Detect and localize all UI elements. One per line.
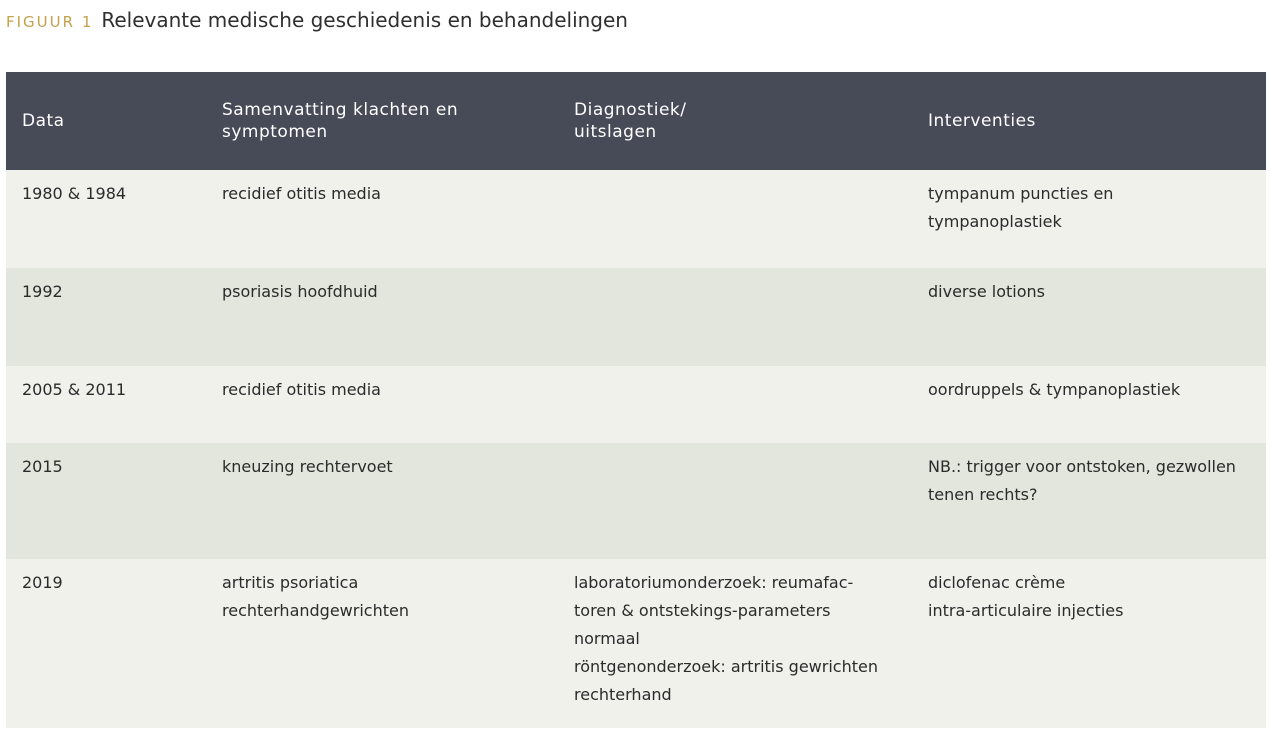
cell-interventions: diclofenac crème intra-articulaire injecties	[928, 573, 1124, 620]
cell-interventions: oordruppels & tympanoplastiek	[928, 380, 1181, 399]
cell-diagnostics: laboratoriumonderzoek: reumafac- toren & ontstekings-parameters normaal röntgenonderzoek: artritis gewrichten rechterhand	[574, 573, 878, 704]
table-row	[6, 268, 1266, 366]
table-header-row	[6, 72, 1266, 170]
cell-complaints: artritis psoriatica rechterhandgewrichten	[222, 573, 409, 620]
table-row	[6, 559, 1266, 728]
cell-complaints: recidief otitis media	[222, 380, 381, 399]
cell-interventions: tympanum puncties en tympanoplastiek	[928, 184, 1114, 231]
header-date: Data	[22, 111, 65, 131]
cell-date: 2015	[22, 457, 63, 476]
cell-date: 2019	[22, 573, 63, 592]
cell-diagnostics	[558, 170, 912, 268]
cell-date: 2005 & 2011	[22, 380, 127, 399]
header-interventions: Interventies	[928, 111, 1036, 131]
cell-complaints: psoriasis hoofdhuid	[222, 282, 378, 301]
table-row	[6, 170, 1266, 268]
figure-caption	[6, 8, 628, 42]
cell-diagnostics	[558, 268, 912, 366]
table-row	[6, 443, 1266, 559]
header-diagnostics: Diagnostiek/ uitslagen	[574, 100, 687, 142]
cell-diagnostics	[558, 366, 912, 443]
figure-title: Relevante medische geschiedenis en behandelingen	[101, 8, 628, 32]
cell-diagnostics	[558, 443, 912, 559]
cell-interventions: NB.: trigger voor ontstoken, gezwollen tenen rechts?	[928, 457, 1236, 504]
cell-date: 1980 & 1984	[22, 184, 127, 203]
table-row	[6, 366, 1266, 443]
medical-history-table	[6, 72, 1266, 728]
header-complaints: Samenvatting klachten en symptomen	[222, 100, 459, 142]
cell-complaints: kneuzing rechtervoet	[222, 457, 393, 476]
cell-complaints: recidief otitis media	[222, 184, 381, 203]
figure-label: FIGUUR 1	[6, 13, 94, 31]
cell-date: 1992	[22, 282, 63, 301]
cell-interventions: diverse lotions	[928, 282, 1045, 301]
